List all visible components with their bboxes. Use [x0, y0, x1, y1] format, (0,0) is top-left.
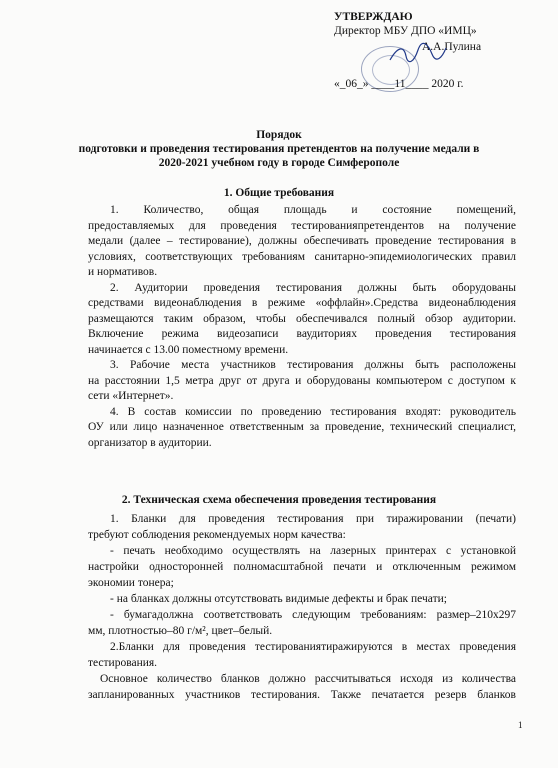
text-line: - на бланках должны отсутствовать видимые дефекты и брак печати;: [110, 593, 447, 605]
text-line: - печать необходимо осуществлять на лазерных принтерах с установкой: [110, 545, 516, 557]
text-line: - бумагадолжна соответствовать следующим требованиям: размер–210х297: [110, 609, 516, 621]
doc-title-line1: Порядок: [256, 129, 302, 141]
text-line: начинается с 13.00 поместному времени.: [88, 343, 289, 356]
section2-heading: 2. Техническая схема обеспечения проведения тестирования: [121, 494, 437, 506]
approval-block: [334, 10, 482, 90]
text-line: и нормативов.: [88, 266, 158, 278]
approval-date: «_06_» ____11____ 2020 г.: [334, 78, 464, 90]
text-line: настройки односторонней полномасштабной печати и отключенным режимом: [88, 561, 516, 573]
text-line: Включение режима видеозаписи ваудиториях проведения тестирования: [88, 328, 516, 340]
text-line: тестирования.: [88, 657, 158, 669]
approval-director: Директор МБУ ДПО «ИМЦ»: [334, 25, 477, 37]
text-line: сети «Интернет».: [88, 390, 174, 402]
text-line: 1. Количество, общая площадь и состояние помещений,: [110, 204, 516, 216]
text-line: запланированных участников тестирования. Также печатается резерв бланков: [88, 689, 516, 701]
approval-name: А.А.Пулина: [422, 41, 482, 53]
page-number: 1: [518, 720, 523, 730]
text-line: 2.Бланки для проведения тестированиятиражируются в местах проведения: [110, 641, 516, 653]
text-line: условиях, соответствующих требованиям санитарно-эпидемиологических правил: [88, 250, 516, 263]
text-line: на расстоянии 1,5 метра друг от друга и оборудованы компьютером с доступом к: [88, 374, 516, 387]
text-line: медали (далее – тестирование), должны обеспечивать проведение тестирования в: [88, 235, 516, 247]
text-line: средствами видеонаблюдения в режиме «оффлайн».Средства видеонаблюдения: [88, 297, 516, 309]
text-line: 1. Бланки для проведения тестирования при тиражировании (печати): [110, 513, 516, 525]
text-line: 2. Аудитории проведения тестирования должны быть оборудованы: [110, 281, 516, 294]
text-line: размещаются таким образом, чтобы обеспечивался полный обзор аудитории.: [88, 312, 516, 325]
text-line: организатор в аудитории.: [88, 436, 212, 449]
text-line: требуют соблюдения рекомендуемых норм качества:: [88, 529, 346, 541]
text-line: предоставляемых для проведения тестированияпретендентов на получение: [88, 219, 516, 232]
text-line: ОУ или лицо назначенное ответственным за проведение, технический специалист,: [88, 421, 516, 433]
text-line: мм, плотностью–80 г/м², цвет–белый.: [88, 625, 273, 637]
text-line: 4. В состав комиссии по проведению тестирования входят: руководитель: [110, 405, 516, 418]
doc-title-line2: подготовки и проведения тестирования претендентов на получение медали в: [78, 143, 480, 155]
signature: [388, 42, 448, 64]
section1-heading: 1. Общие требования: [223, 187, 335, 199]
doc-title-line3: 2020-2021 учебном году в городе Симферополе: [158, 157, 400, 169]
text-line: Основное количество бланков должно рассчитываться исходя из количества: [100, 673, 516, 685]
text-line: 3. Рабочие места участников тестирования должны быть расположены: [110, 359, 516, 371]
text-line: экономии тонера;: [88, 577, 174, 589]
approval-heading: УТВЕРЖДАЮ: [334, 11, 413, 23]
